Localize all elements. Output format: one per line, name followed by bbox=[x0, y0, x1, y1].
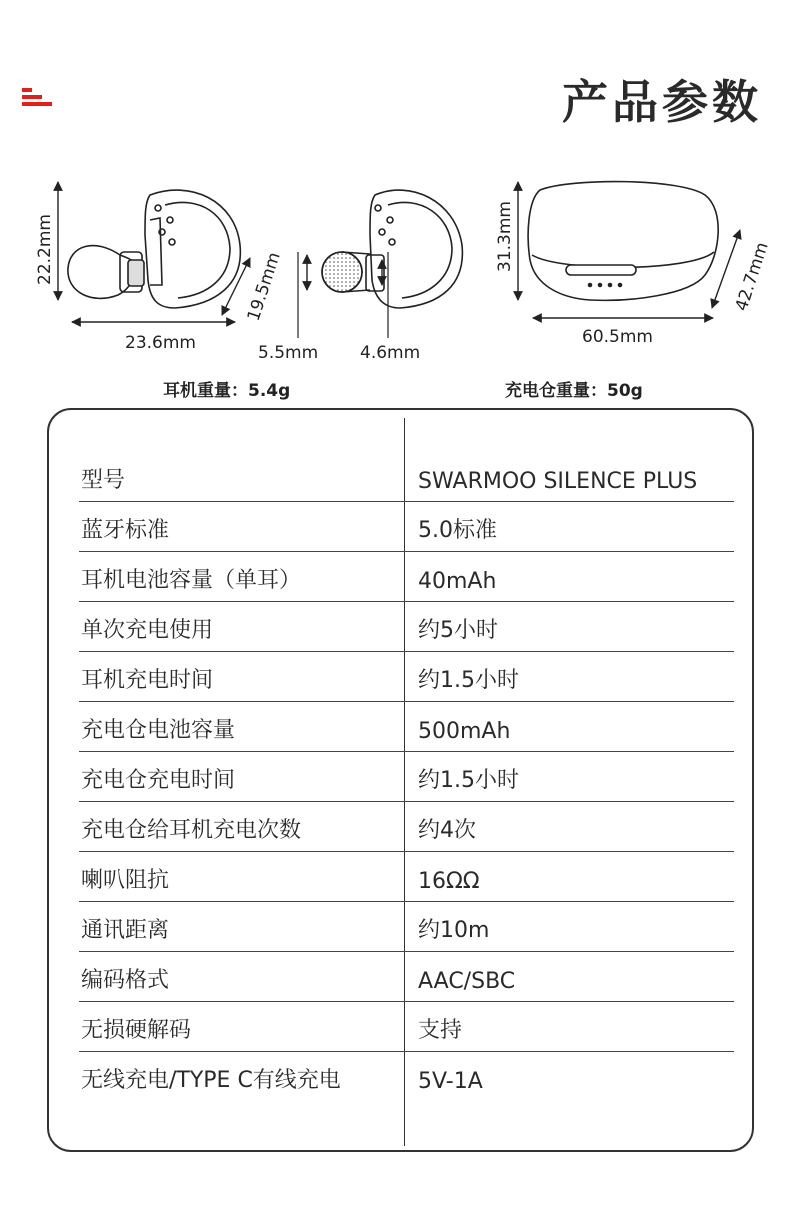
spec-value: AAC/SBC bbox=[418, 969, 516, 994]
spec-label: 单次充电使用 bbox=[81, 618, 214, 643]
spec-value: 约4次 bbox=[418, 818, 476, 843]
case-weight-label: 充电仓重量：50g bbox=[505, 381, 643, 401]
charging-case-view bbox=[528, 182, 718, 301]
spec-label: 耳机电池容量（单耳） bbox=[81, 568, 302, 593]
spec-row bbox=[79, 1002, 734, 1052]
earbud-side-view bbox=[68, 190, 240, 308]
case-length-label: 60.5mm bbox=[582, 327, 653, 347]
spec-value: 500mAh bbox=[418, 719, 511, 744]
spec-row bbox=[79, 552, 734, 602]
spec-row bbox=[79, 1052, 734, 1102]
spec-row bbox=[79, 452, 734, 502]
spec-value: 支持 bbox=[418, 1018, 463, 1043]
case-depth-label: 42.7mm bbox=[731, 239, 773, 314]
spec-label: 无线充电/TYPE C有线充电 bbox=[81, 1068, 341, 1093]
spec-row bbox=[79, 652, 734, 702]
spec-value: 40mAh bbox=[418, 569, 497, 594]
spec-row bbox=[79, 952, 734, 1002]
spec-value: 16ΩΩ bbox=[418, 869, 480, 894]
page-title: 产品参数 bbox=[562, 75, 762, 129]
spec-value: 约1.5小时 bbox=[418, 668, 519, 693]
earbud-weight-label: 耳机重量：5.4g bbox=[163, 381, 291, 401]
spec-table bbox=[47, 408, 754, 1152]
spec-value: 5.0标准 bbox=[418, 518, 497, 543]
spec-value: 约10m bbox=[418, 918, 490, 943]
spec-value: 5V-1A bbox=[418, 1069, 483, 1094]
spec-value: SWARMOO SILENCE PLUS bbox=[418, 469, 698, 494]
brand-logo-icon bbox=[22, 88, 52, 110]
spec-row bbox=[79, 852, 734, 902]
case-height-label: 31.3mm bbox=[495, 201, 515, 272]
spec-label: 编码格式 bbox=[81, 968, 170, 993]
earbud-depth-label: 19.5mm bbox=[243, 249, 285, 324]
spec-label: 型号 bbox=[81, 468, 126, 493]
spec-value: 约1.5小时 bbox=[418, 768, 519, 793]
nozzle-inner-label: 4.6mm bbox=[360, 343, 421, 363]
spec-row bbox=[79, 602, 734, 652]
spec-row bbox=[79, 902, 734, 952]
spec-label: 喇叭阻抗 bbox=[81, 868, 170, 893]
spec-label: 充电仓电池容量 bbox=[81, 718, 236, 743]
nozzle-outer-label: 5.5mm bbox=[258, 343, 319, 363]
spec-label: 充电仓充电时间 bbox=[81, 768, 236, 793]
spec-row bbox=[79, 702, 734, 752]
spec-label: 蓝牙标准 bbox=[81, 518, 170, 543]
earbud-nozzle-view bbox=[322, 190, 462, 308]
spec-label: 耳机充电时间 bbox=[81, 668, 214, 693]
earbud-length-label: 23.6mm bbox=[125, 333, 196, 353]
spec-row bbox=[79, 802, 734, 852]
spec-label: 无损硬解码 bbox=[81, 1018, 192, 1043]
spec-label: 通讯距离 bbox=[81, 918, 170, 943]
earbud-height-label: 22.2mm bbox=[35, 214, 55, 285]
spec-row bbox=[79, 502, 734, 552]
spec-row bbox=[79, 752, 734, 802]
product-dimension-diagram bbox=[0, 160, 800, 410]
spec-value: 约5小时 bbox=[418, 618, 498, 643]
spec-label: 充电仓给耳机充电次数 bbox=[81, 818, 302, 843]
